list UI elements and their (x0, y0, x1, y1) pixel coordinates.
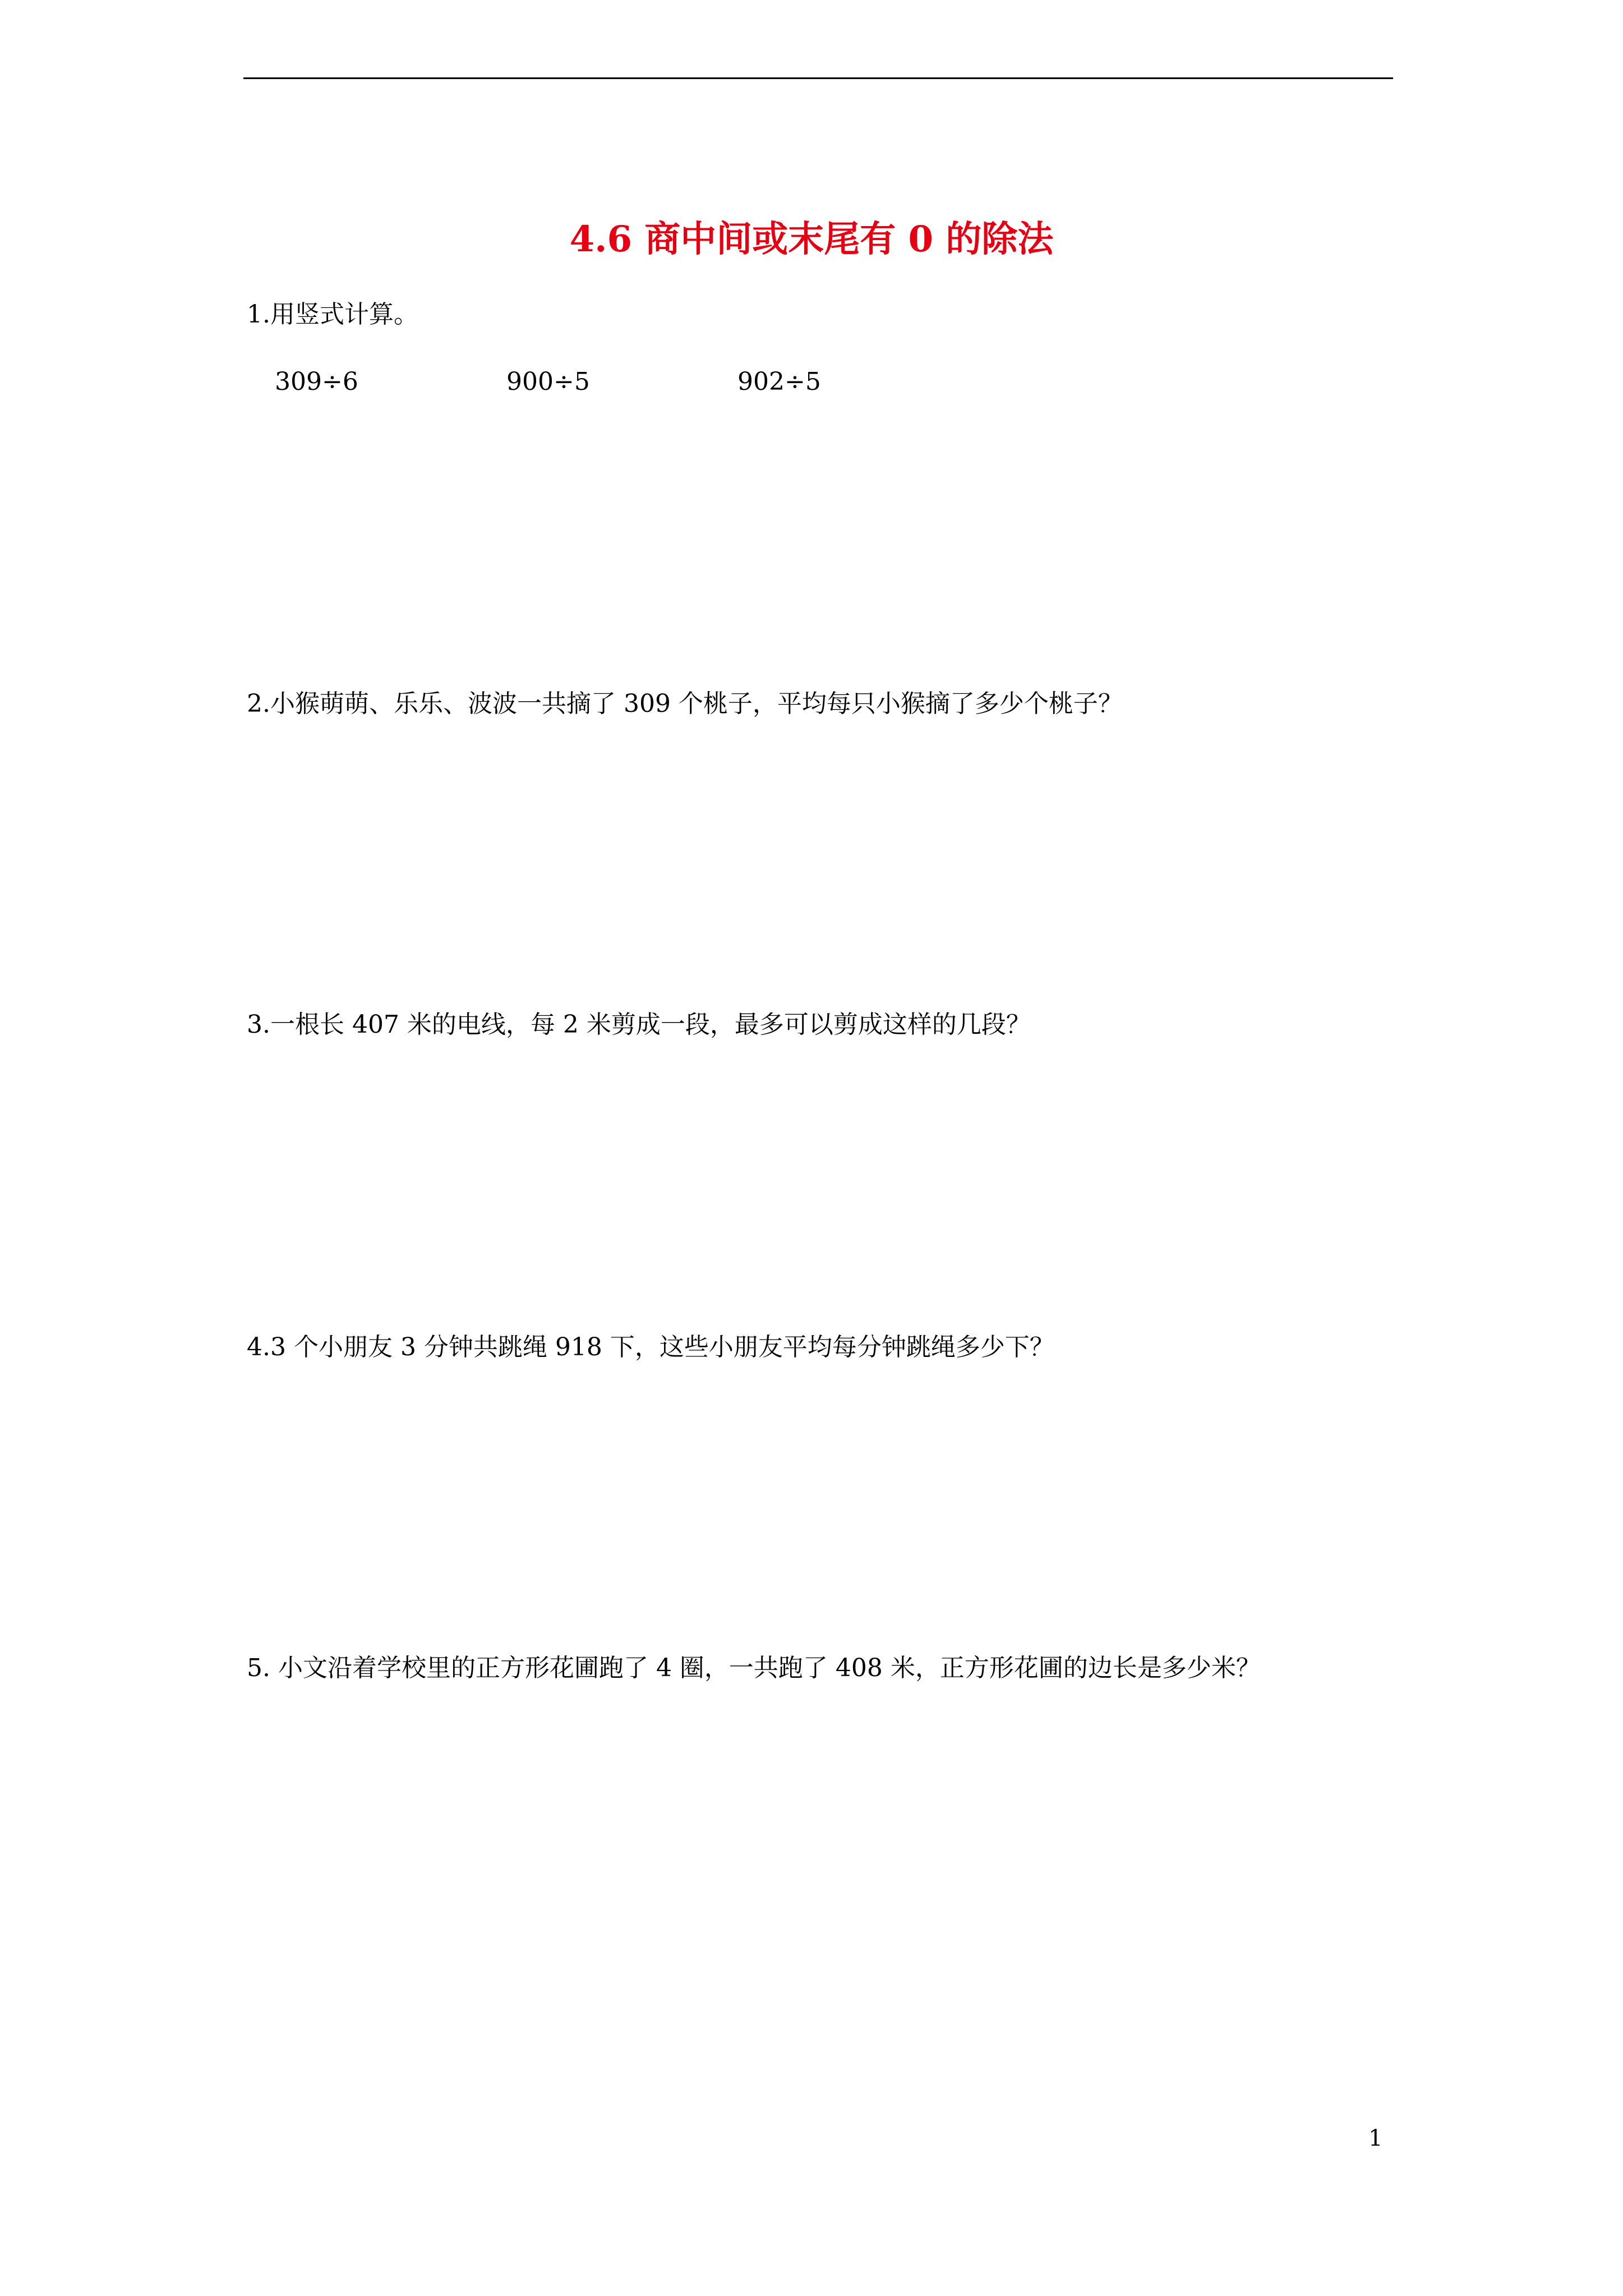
question-2: 2.小猴萌萌、乐乐、波波一共摘了 309 个桃子，平均每只小猴摘了多少个桃子？ (247, 689, 1123, 718)
expression-2: 900÷5 (506, 367, 590, 396)
question-1: 1.用竖式计算。 (247, 300, 418, 329)
expression-3: 902÷5 (737, 367, 821, 396)
page-number: 1 (1368, 2125, 1383, 2151)
question-4: 4.3 个小朋友 3 分钟共跳绳 918 下，这些小朋友平均每分钟跳绳多少下？ (247, 1333, 1054, 1361)
question-3: 3.一根长 407 米的电线，每 2 米剪成一段，最多可以剪成这样的几段？ (247, 1010, 1031, 1039)
question-5: 5. 小文沿着学校里的正方形花圃跑了 4 圈，一共跑了 408 米，正方形花圃的边长是多少米？ (247, 1654, 1261, 1682)
worksheet-title: 4.6 商中间或末尾有 0 的除法 (569, 218, 1054, 260)
expression-1: 309÷6 (275, 367, 358, 396)
header-rule (243, 77, 1393, 79)
